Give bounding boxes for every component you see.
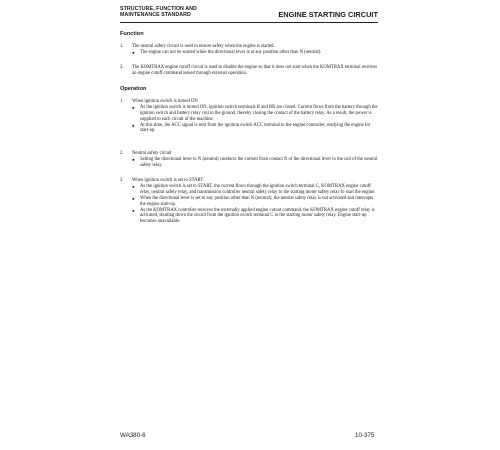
page-header — [120, 6, 378, 22]
section-heading-line-1: STRUCTURE, FUNCTION AND — [120, 6, 197, 12]
item-text: Neutral safety circuit — [132, 151, 172, 156]
bullet-text: The engine can not be started while the directional lever is at any position other than N (neutral). — [140, 50, 322, 56]
bullet-icon: ● — [132, 50, 135, 56]
section-heading-line-2: MAINTENANCE STANDARD — [120, 12, 191, 19]
bullet-text: As the ignition switch is turned ON, ignition switch terminals B and BR are closed. Current flows from the battery through the ignition switch and battery relay coil to the ground, thereby closing the contact of the battery relay. As a result, the power is supplied to each circuit of the machine. — [140, 105, 378, 122]
item-number: 1. — [120, 44, 124, 49]
operation-item-3-block — [120, 178, 378, 225]
bullet-text: As the ignition switch is set to START, the current flows through the ignition switch terminal C, KOMTRAX engine cutoff relay, neutral safety relay, and transmission controller neutral safety relay to the starting motor safety relay to start the engine. — [140, 184, 376, 195]
item-number: 1. — [120, 99, 124, 104]
bullet-item — [132, 50, 378, 56]
page-number: 10-375 — [355, 432, 375, 439]
item-number: 3. — [120, 178, 124, 183]
function-list-continued — [120, 65, 378, 77]
operation-item-1-block — [120, 99, 378, 134]
header-divider — [120, 22, 378, 23]
bullet-text: At this time, the ACC signal is sent from the ignition switch ACC terminal to the engine controller, readying the engine for start-up. — [140, 122, 371, 134]
item-text: When ignition switch is turned ON — [132, 99, 198, 104]
item-text: The KOMTRAX engine cutoff circuit is used to disable the engine so that it does not start when the KOMTRAX terminal receives an engine cutoff command issued through external operation. — [132, 65, 378, 76]
bullet-icon: ● — [132, 157, 135, 163]
bullet-item — [132, 184, 378, 196]
function-item-2 — [120, 65, 378, 77]
bullet-item — [132, 157, 378, 169]
model-number: WA380-6 — [120, 432, 146, 439]
operation-item-3 — [120, 178, 378, 225]
operation-item-2-block — [120, 151, 378, 169]
function-list — [120, 44, 378, 56]
bullet-text: As the KOMTRAX controller receives the externally applied engine cutout command, the KOMTRAX engine cutoff relay is activated, shutting down the circuit from the ignition switch terminal C to the starting motor safety relay. Engine start-up becomes unavailable. — [140, 207, 375, 225]
bullet-icon: ● — [132, 184, 135, 190]
bullet-icon: ● — [132, 196, 135, 202]
bullet-text: Setting the directional lever to N (neutral) conducts the current from contact N of the directional lever to the coil of the neutral safety relay. — [140, 157, 378, 168]
operation-heading: Operation — [120, 86, 147, 92]
function-item-1 — [120, 44, 378, 56]
bullet-item — [132, 208, 378, 225]
bullet-icon: ● — [132, 122, 135, 128]
chapter-title: ENGINE STARTING CIRCUIT — [278, 10, 378, 19]
item-number: 2. — [120, 151, 124, 156]
operation-item-2 — [120, 151, 378, 169]
bullet-text: When the directional lever is set to any position other than N (neutral), the neutral safety relay is not activated and interrupts the engine start-up. — [140, 195, 374, 207]
bullet-icon: ● — [132, 105, 135, 111]
bullet-icon: ● — [132, 208, 135, 214]
section-heading — [120, 6, 197, 19]
bullet-item — [132, 196, 378, 208]
function-heading: Function — [120, 31, 144, 37]
item-text: The neutral safety circuit is used to ensure safety when the engine is started. — [132, 44, 275, 49]
item-text: When ignition switch is set to START — [132, 178, 204, 183]
bullet-item — [132, 123, 378, 135]
item-number: 2. — [120, 65, 124, 70]
bullet-item — [132, 105, 378, 122]
operation-item-1 — [120, 99, 378, 134]
